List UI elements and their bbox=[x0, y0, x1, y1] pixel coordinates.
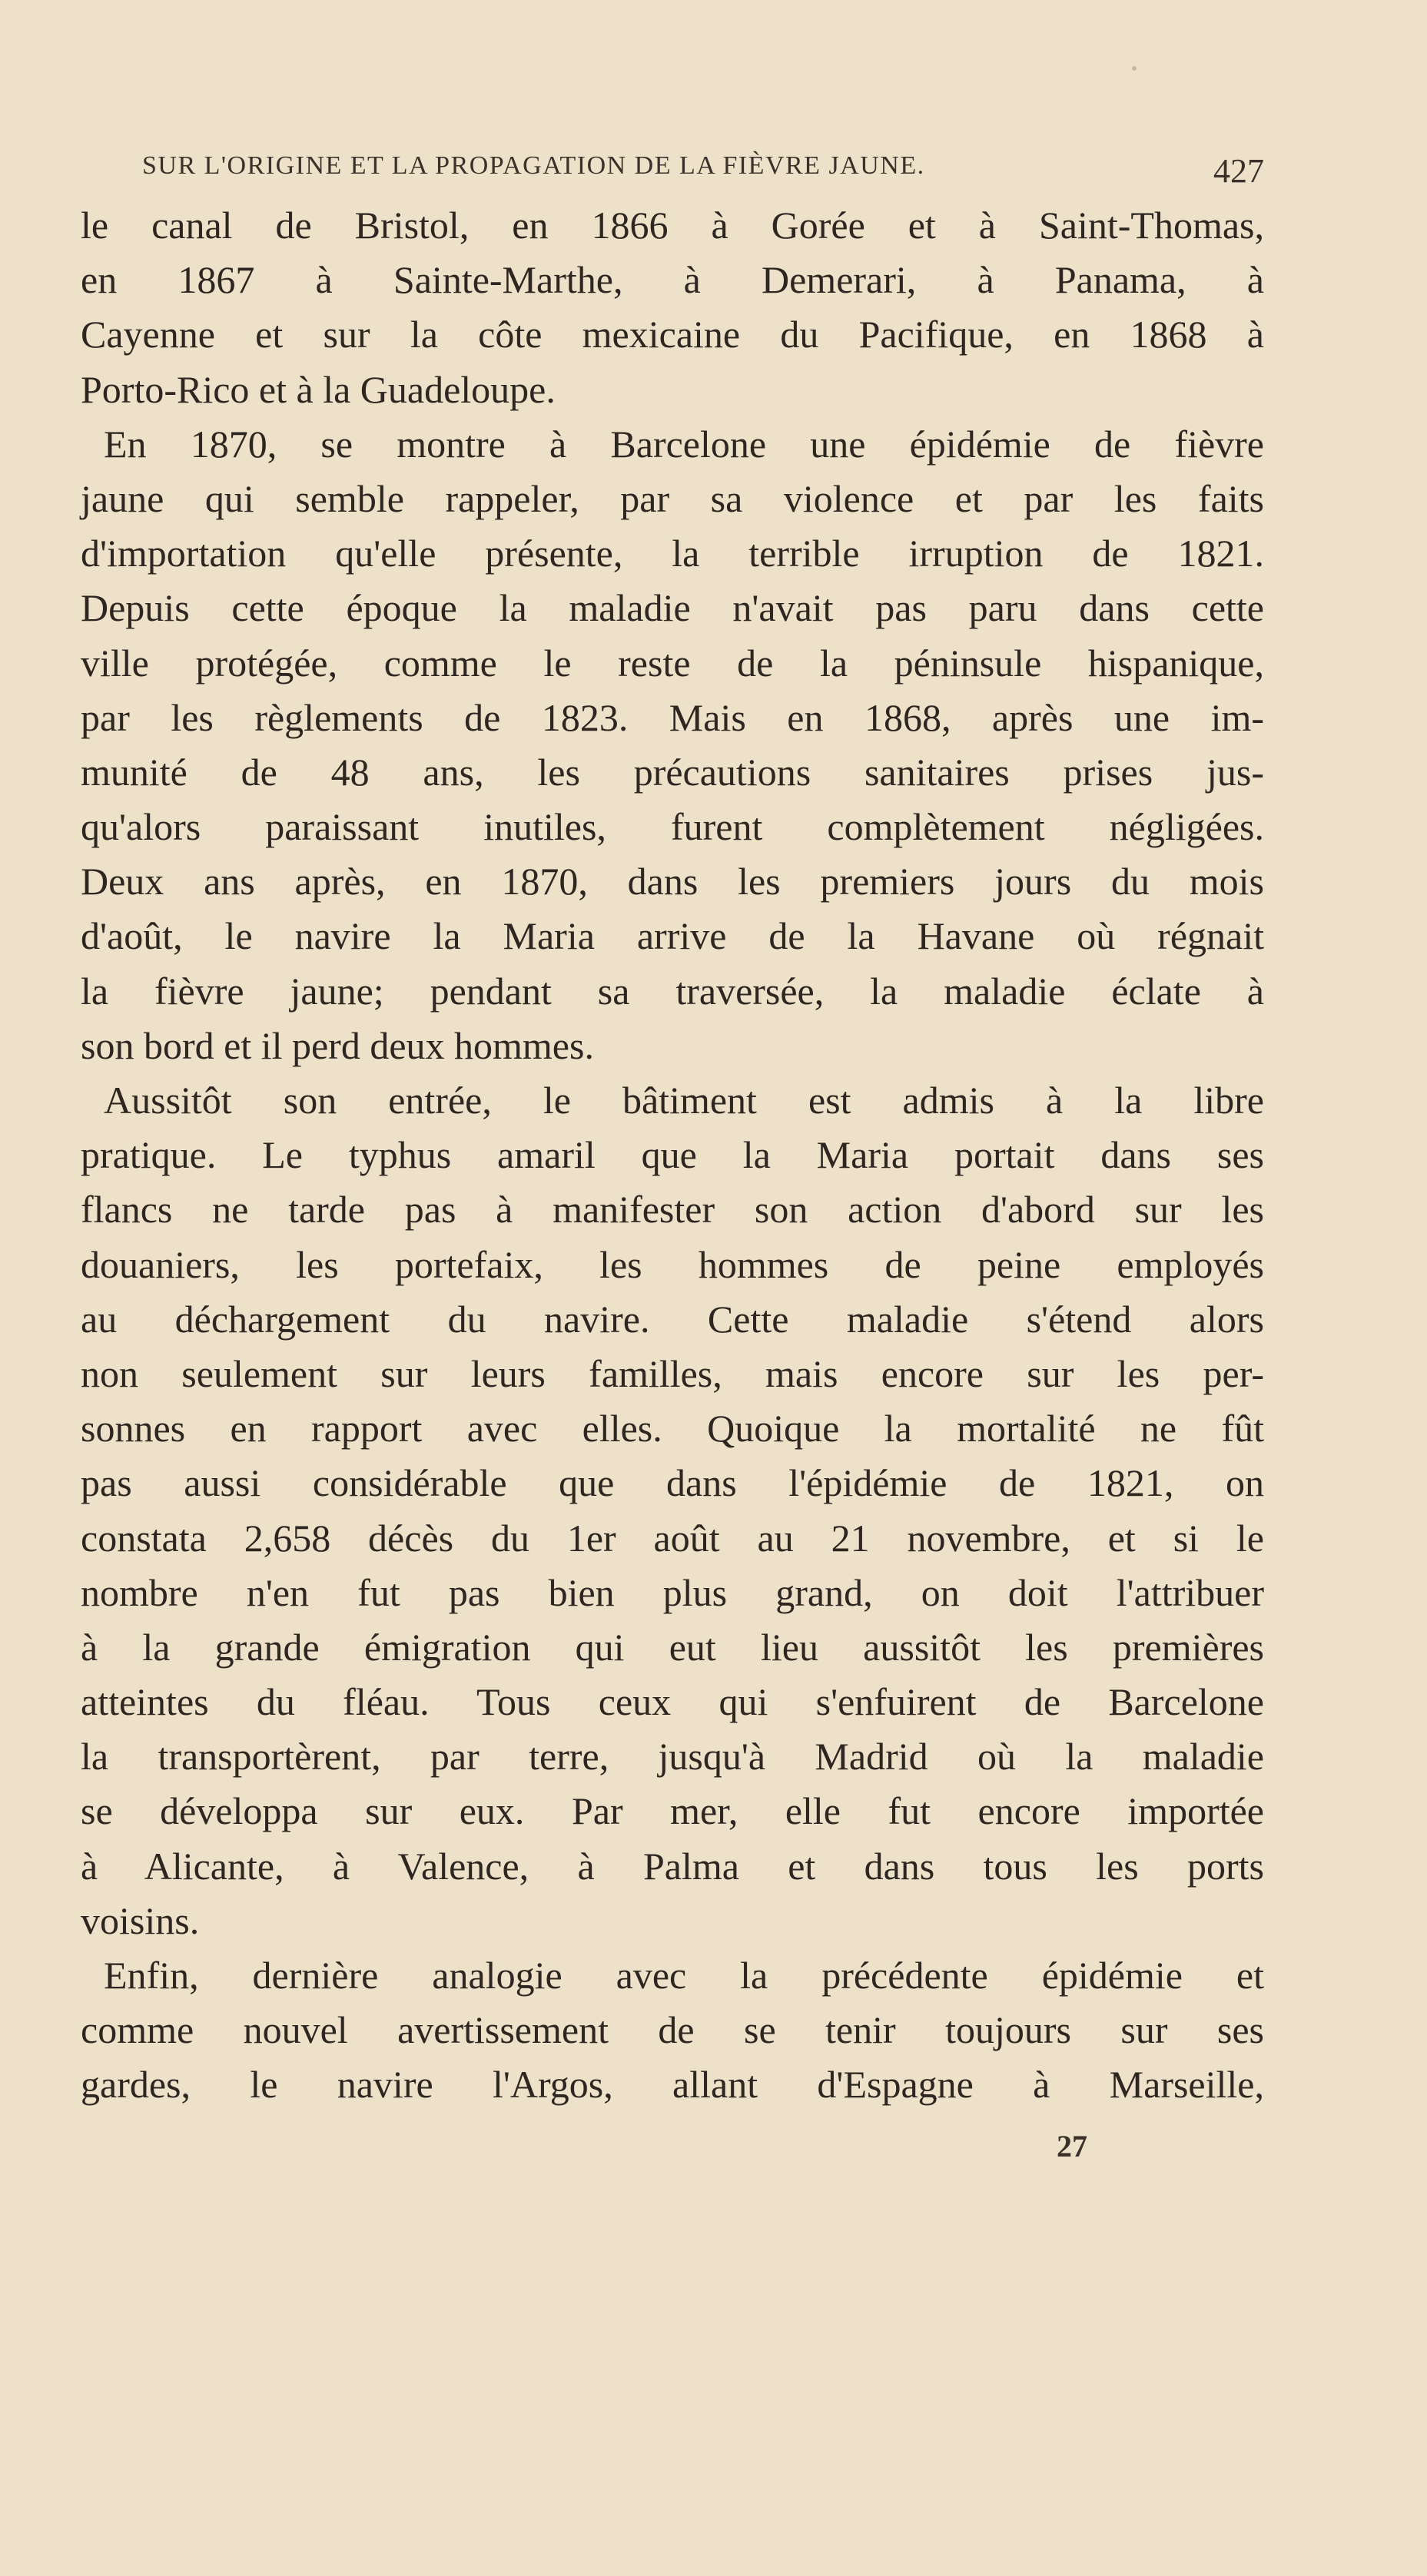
text-line: munité de 48 ans, les précautions sanitaires prises jus- bbox=[81, 750, 1264, 794]
text-line: Cayenne et sur la côte mexicaine du Pacifique, en 1868 à bbox=[81, 313, 1264, 356]
text-line: sonnes en rapport avec elles. Quoique la mortalité ne fût bbox=[81, 1407, 1264, 1450]
text-line: flancs ne tarde pas à manifester son action d'abord sur les bbox=[81, 1188, 1264, 1232]
text-line: Depuis cette époque la maladie n'avait pas paru dans cette bbox=[81, 586, 1264, 630]
text-line: atteintes du fléau. Tous ceux qui s'enfuirent de Barcelone bbox=[81, 1680, 1264, 1724]
running-head bbox=[142, 151, 1264, 190]
text-line: Porto-Rico et à la Guadeloupe. bbox=[81, 367, 556, 411]
text-line: constata 2,658 décès du 1er août au 21 novembre, et si le bbox=[81, 1516, 1264, 1560]
text-line: au déchargement du navire. Cette maladie s'étend alors bbox=[81, 1297, 1264, 1341]
text-line: voisins. bbox=[81, 1898, 200, 1942]
page-number: 427 bbox=[1213, 152, 1264, 190]
text-line: En 1870, se montre à Barcelone une épidémie de fièvre bbox=[104, 422, 1264, 466]
text-line: la fièvre jaune; pendant sa traversée, la maladie éclate à bbox=[81, 969, 1264, 1013]
text-line: son bord et il perd deux hommes. bbox=[81, 1023, 594, 1067]
text-line: pas aussi considérable que dans l'épidémie de 1821, on bbox=[81, 1461, 1264, 1505]
text-line: qu'alors paraissant inutiles, furent complètement négligées. bbox=[81, 805, 1264, 849]
body-text bbox=[81, 198, 1264, 2113]
text-line: d'août, le navire la Maria arrive de la Havane où régnait bbox=[81, 914, 1264, 958]
text-line: comme nouvel avertissement de se tenir toujours sur ses bbox=[81, 2008, 1264, 2052]
text-line: ville protégée, comme le reste de la péninsule hispanique, bbox=[81, 641, 1264, 685]
text-line: pratique. Le typhus amaril que la Maria portait dans ses bbox=[81, 1133, 1264, 1177]
text-line: douaniers, les portefaix, les hommes de peine employés bbox=[81, 1242, 1264, 1286]
text-line: Deux ans après, en 1870, dans les premiers jours du mois bbox=[81, 860, 1264, 903]
text-line: par les règlements de 1823. Mais en 1868, après une im- bbox=[81, 695, 1264, 739]
text-line: d'importation qu'elle présente, la terrible irruption de 1821. bbox=[81, 532, 1264, 575]
text-line: la transportèrent, par terre, jusqu'à Madrid où la maladie bbox=[81, 1735, 1264, 1779]
text-line: en 1867 à Sainte-Marthe, à Demerari, à Panama, à bbox=[81, 258, 1264, 302]
text-line: Aussitôt son entrée, le bâtiment est admis à la libre bbox=[104, 1079, 1264, 1122]
text-line: se développa sur eux. Par mer, elle fut encore importée bbox=[81, 1789, 1264, 1833]
running-head-title: SUR L'ORIGINE ET LA PROPAGATION DE LA FIÈVRE JAUNE. bbox=[142, 151, 925, 180]
text-line: à Alicante, à Valence, à Palma et dans tous les ports bbox=[81, 1844, 1264, 1888]
signature-mark: 27 bbox=[1057, 2129, 1087, 2163]
text-line: le canal de Bristol, en 1866 à Gorée et à Saint-Thomas, bbox=[81, 204, 1264, 247]
paper-speck bbox=[1132, 66, 1137, 71]
text-line: non seulement sur leurs familles, mais encore sur les per- bbox=[81, 1351, 1264, 1395]
text-line: jaune qui semble rappeler, par sa violence et par les faits bbox=[81, 476, 1264, 520]
text-line: à la grande émigration qui eut lieu aussitôt les premières bbox=[81, 1625, 1264, 1669]
text-line: nombre n'en fut pas bien plus grand, on doit l'attribuer bbox=[81, 1570, 1264, 1614]
text-line: Enfin, dernière analogie avec la précédente épidémie et bbox=[104, 1954, 1264, 1997]
text-line: gardes, le navire l'Argos, allant d'Espagne à Marseille, bbox=[81, 2063, 1264, 2107]
